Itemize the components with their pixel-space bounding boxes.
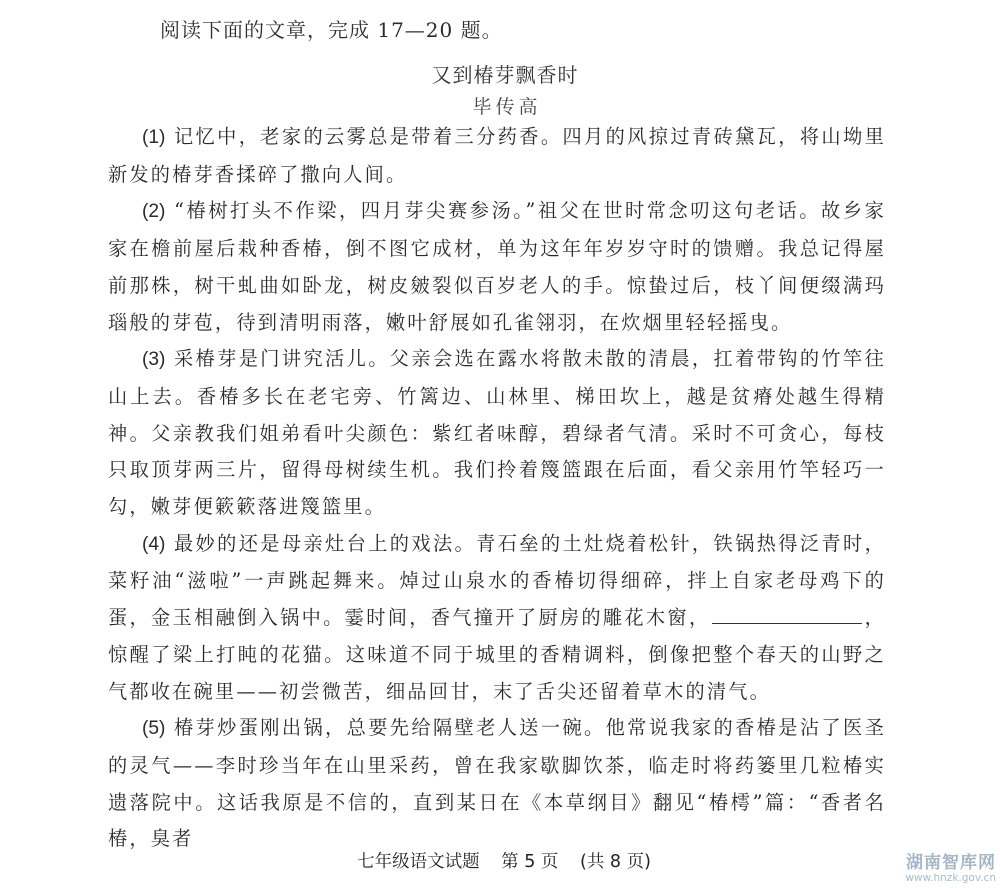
article-title: 又到椿芽飘香时	[431, 63, 579, 87]
paragraph-1	[108, 119, 886, 193]
paragraph-number: (1)	[142, 127, 166, 148]
article-body	[108, 119, 886, 858]
paragraph-number: (4)	[142, 533, 166, 555]
page-number: 第 5 页	[501, 852, 559, 872]
watermark-url: www.hnzk.gov.cn	[905, 871, 996, 884]
paragraph-2	[108, 193, 886, 341]
paragraph-text: 椿芽炒蛋刚出锅，总要先给隔壁老人送一碗。他常说我家的香椿是沾了医圣的灵气——李时珍当年在山里采药，曾在我家歇脚饮茶，临走时将药篓里几粒椿实遗落院中。这话我原是不信的，直到某日在《本草纲目》翻见“椿樗”篇：“香者名椿，臭者	[108, 716, 886, 851]
watermark-name: 湖南智库网	[906, 853, 996, 874]
page-total: (共 8 页)	[580, 852, 651, 872]
paragraph-number: (5)	[142, 718, 166, 740]
paragraph-text-after-blank: ，惊醒了梁上打盹的花猫。这味道不同于城里的香精调料，倒像把整个春天的山野之气都收在碗里——初尝微苦，细品回甘，末了舌尖还留着草木的清气。	[108, 606, 887, 703]
paragraph-5	[108, 710, 886, 858]
paragraph-text: “椿树打头不作梁，四月芽尖赛参汤。”祖父在世时常念叨这句老话。故乡家家在檐前屋后栽种香椿，倒不图它成材，单为这年年岁岁守时的馈赠。我总记得屋前那株，树干虬曲如卧龙，树皮皴裂似百岁老人的手。惊蛰过后，枝丫间便缀满玛瑙般的芽苞，待到清明雨落，嫩叶舒展如孔雀翎羽，在炊烟里轻轻摇曳。	[108, 199, 886, 334]
reading-instruction: 阅读下面的文章，完成 17—20 题。	[160, 18, 503, 42]
paragraph-number: (2)	[142, 201, 166, 223]
paragraph-text: 记忆中，老家的云雾总是带着三分药香。四月的风掠过青砖黛瓦，将山坳里新发的椿芽香揉碎了撒向人间。	[108, 125, 886, 186]
fill-in-blank	[712, 622, 862, 624]
paragraph-number: (3)	[142, 349, 166, 371]
paragraph-3	[108, 341, 886, 526]
exam-name: 七年级语文试题	[357, 852, 480, 872]
watermark	[905, 855, 996, 884]
paragraph-4	[108, 526, 886, 711]
paragraph-text: 采椿芽是门讲究活儿。父亲会选在露水将散未散的清晨，扛着带钩的竹竿往山上去。香椿多长在老宅旁、竹篱边、山林里、梯田坎上，越是贫瘠处越生得精神。父亲教我们姐弟看叶尖颜色：紫红者味醇，碧绿者气清。采时不可贪心，每枝只取顶芽两三片，留得母树续生机。我们拎着篾篮跟在后面，看父亲用竹竿轻巧一勾，嫩芽便簌簌落进篾篮里。	[108, 347, 886, 519]
paragraph-text-before-blank: 最妙的还是母亲灶台上的戏法。青石垒的土灶烧着松针，铁锅热得泛青时，菜籽油“滋啦”一声跳起舞来。焯过山泉水的香椿切得细碎，拌上自家老母鸡下的蛋，金玉相融倒入锅中。霎时间，香气撞开了厨房的雕花木窗，	[108, 531, 886, 630]
page-footer	[0, 848, 1000, 873]
article-author: 毕传高	[472, 96, 542, 118]
